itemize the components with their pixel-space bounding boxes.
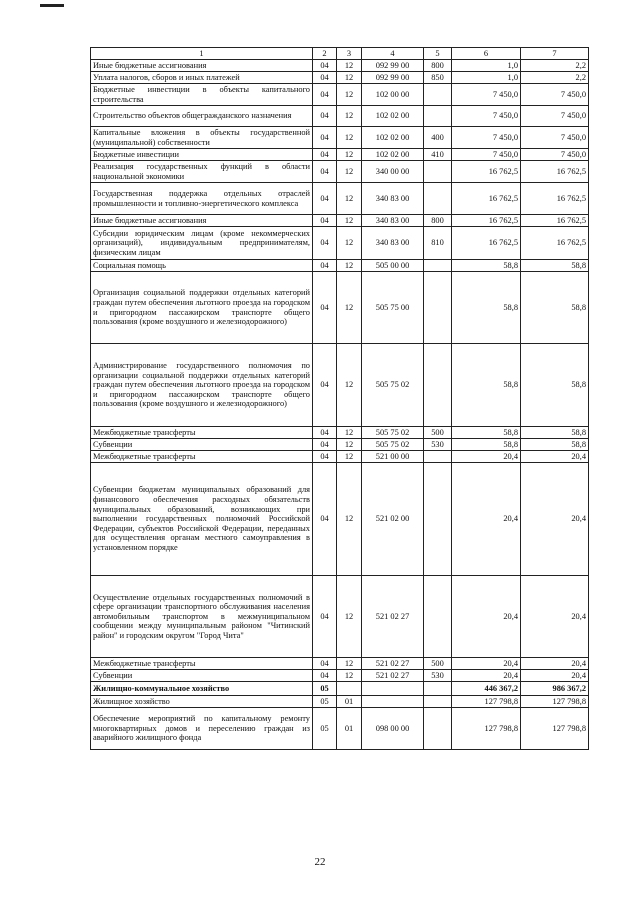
section-code: 04 xyxy=(313,576,337,658)
row-name: Жилищное хозяйство xyxy=(91,696,313,708)
table-row xyxy=(91,260,589,272)
expense-type-code xyxy=(424,451,452,463)
section-code: 05 xyxy=(313,682,337,696)
table-row xyxy=(91,658,589,670)
table-row xyxy=(91,344,589,427)
row-name: Иные бюджетные ассигнования xyxy=(91,60,313,72)
target-article-code: 340 83 00 xyxy=(362,215,424,227)
row-name: Администрирование государственного полномочия по организации социальной поддержки отдельных категорий граждан путем обеспечения льготного проезда на городском и пригородном пассажирском транспорте общего пользования (кроме воздушного и железнодорожного) xyxy=(91,344,313,427)
subsection-code: 12 xyxy=(337,227,362,260)
subsection-code: 12 xyxy=(337,215,362,227)
row-name: Капитальные вложения в объекты государственной (муниципальной) собственности xyxy=(91,127,313,149)
amount-col-6: 20,4 xyxy=(452,670,521,682)
header-row xyxy=(91,48,589,60)
subsection-code: 12 xyxy=(337,161,362,183)
target-article-code: 521 02 27 xyxy=(362,658,424,670)
section-code: 04 xyxy=(313,260,337,272)
amount-col-6: 58,8 xyxy=(452,272,521,344)
expense-type-code xyxy=(424,463,452,576)
table-row xyxy=(91,682,589,696)
subsection-code: 12 xyxy=(337,463,362,576)
amount-col-7: 127 798,8 xyxy=(521,708,589,750)
section-code: 04 xyxy=(313,127,337,149)
target-article-code xyxy=(362,682,424,696)
amount-col-7: 16 762,5 xyxy=(521,215,589,227)
section-code: 04 xyxy=(313,60,337,72)
column-header: 4 xyxy=(362,48,424,60)
row-name: Межбюджетные трансферты xyxy=(91,451,313,463)
amount-col-7: 2,2 xyxy=(521,60,589,72)
target-article-code: 340 83 00 xyxy=(362,227,424,260)
amount-col-7: 58,8 xyxy=(521,260,589,272)
amount-col-7: 20,4 xyxy=(521,658,589,670)
amount-col-6: 20,4 xyxy=(452,576,521,658)
table-row xyxy=(91,215,589,227)
target-article-code: 340 83 00 xyxy=(362,183,424,215)
target-article-code: 098 00 00 xyxy=(362,708,424,750)
target-article-code: 102 02 00 xyxy=(362,106,424,127)
amount-col-7: 16 762,5 xyxy=(521,227,589,260)
section-code: 04 xyxy=(313,658,337,670)
table-row xyxy=(91,427,589,439)
subsection-code: 12 xyxy=(337,451,362,463)
row-name: Социальная помощь xyxy=(91,260,313,272)
expense-type-code xyxy=(424,106,452,127)
expense-type-code: 810 xyxy=(424,227,452,260)
subsection-code: 12 xyxy=(337,344,362,427)
amount-col-7: 16 762,5 xyxy=(521,183,589,215)
subsection-code: 12 xyxy=(337,106,362,127)
row-name: Государственная поддержка отдельных отраслей промышленности и топливно-энергетического комплекса xyxy=(91,183,313,215)
subsection-code xyxy=(337,682,362,696)
amount-col-6: 20,4 xyxy=(452,658,521,670)
expense-type-code: 530 xyxy=(424,670,452,682)
table-row xyxy=(91,227,589,260)
amount-col-7: 16 762,5 xyxy=(521,161,589,183)
amount-col-6: 7 450,0 xyxy=(452,127,521,149)
amount-col-6: 16 762,5 xyxy=(452,227,521,260)
expense-type-code: 850 xyxy=(424,72,452,84)
amount-col-7: 20,4 xyxy=(521,576,589,658)
subsection-code: 12 xyxy=(337,84,362,106)
amount-col-6: 16 762,5 xyxy=(452,161,521,183)
target-article-code xyxy=(362,696,424,708)
expense-type-code: 800 xyxy=(424,215,452,227)
amount-col-7: 7 450,0 xyxy=(521,127,589,149)
expense-type-code xyxy=(424,344,452,427)
section-code: 05 xyxy=(313,708,337,750)
table-row xyxy=(91,60,589,72)
column-header: 6 xyxy=(452,48,521,60)
amount-col-7: 58,8 xyxy=(521,439,589,451)
row-name: Осуществление отдельных государственных полномочий в сфере организации транспортного обслуживания населения автомобильным транспортом в межмуниципальном сообщении между муниципальным районом "Читинский район" и городским округом "Город Чита" xyxy=(91,576,313,658)
table-row xyxy=(91,183,589,215)
target-article-code: 102 02 00 xyxy=(362,127,424,149)
scan-mark xyxy=(40,4,64,7)
row-name: Межбюджетные трансферты xyxy=(91,427,313,439)
page-number: 22 xyxy=(314,856,326,868)
column-header: 2 xyxy=(313,48,337,60)
table-row xyxy=(91,463,589,576)
table-row xyxy=(91,161,589,183)
table-row xyxy=(91,439,589,451)
table-row xyxy=(91,127,589,149)
table-row xyxy=(91,696,589,708)
expense-type-code xyxy=(424,272,452,344)
target-article-code: 505 75 02 xyxy=(362,344,424,427)
amount-col-7: 986 367,2 xyxy=(521,682,589,696)
target-article-code: 505 75 00 xyxy=(362,272,424,344)
section-code: 04 xyxy=(313,183,337,215)
section-code: 04 xyxy=(313,106,337,127)
target-article-code: 521 02 27 xyxy=(362,576,424,658)
section-code: 04 xyxy=(313,670,337,682)
amount-col-6: 16 762,5 xyxy=(452,215,521,227)
expense-type-code: 400 xyxy=(424,127,452,149)
subsection-code: 12 xyxy=(337,149,362,161)
budget-table xyxy=(90,47,589,750)
amount-col-7: 7 450,0 xyxy=(521,149,589,161)
subsection-code: 12 xyxy=(337,260,362,272)
expense-type-code: 500 xyxy=(424,658,452,670)
row-name: Бюджетные инвестиции в объекты капитального строительства xyxy=(91,84,313,106)
table-row xyxy=(91,576,589,658)
amount-col-7: 20,4 xyxy=(521,463,589,576)
table-row xyxy=(91,106,589,127)
amount-col-7: 20,4 xyxy=(521,670,589,682)
row-name: Субвенции xyxy=(91,670,313,682)
subsection-code: 12 xyxy=(337,670,362,682)
amount-col-7: 58,8 xyxy=(521,344,589,427)
table-row xyxy=(91,272,589,344)
expense-type-code xyxy=(424,161,452,183)
row-name: Уплата налогов, сборов и иных платежей xyxy=(91,72,313,84)
section-code: 04 xyxy=(313,215,337,227)
expense-type-code: 530 xyxy=(424,439,452,451)
target-article-code: 505 75 02 xyxy=(362,439,424,451)
amount-col-6: 127 798,8 xyxy=(452,696,521,708)
table-body xyxy=(91,60,589,750)
row-name: Субвенции бюджетам муниципальных образований для финансового обеспечения расходных обязательств муниципальных образований, возникающих при выполнении государственных полномочий Российской Федерации, субъектов Российской Федерации, переданных для осуществления органам местного самоуправления в установленном порядке xyxy=(91,463,313,576)
row-name: Реализация государственных функций в области национальной экономики xyxy=(91,161,313,183)
amount-col-6: 446 367,2 xyxy=(452,682,521,696)
subsection-code: 12 xyxy=(337,658,362,670)
table-row xyxy=(91,670,589,682)
amount-col-7: 20,4 xyxy=(521,451,589,463)
amount-col-6: 58,8 xyxy=(452,260,521,272)
amount-col-7: 58,8 xyxy=(521,272,589,344)
section-code: 04 xyxy=(313,451,337,463)
row-name: Организация социальной поддержки отдельных категорий граждан путем обеспечения льготного проезда на городском и пригородном пассажирском транспорте общего пользования (кроме воздушного и железнодорожного) xyxy=(91,272,313,344)
section-code: 04 xyxy=(313,463,337,576)
target-article-code: 521 02 27 xyxy=(362,670,424,682)
target-article-code: 092 99 00 xyxy=(362,72,424,84)
row-name: Иные бюджетные ассигнования xyxy=(91,215,313,227)
section-code: 04 xyxy=(313,72,337,84)
subsection-code: 12 xyxy=(337,427,362,439)
subsection-code: 12 xyxy=(337,439,362,451)
amount-col-6: 7 450,0 xyxy=(452,149,521,161)
target-article-code: 505 00 00 xyxy=(362,260,424,272)
target-article-code: 505 75 02 xyxy=(362,427,424,439)
section-code: 04 xyxy=(313,227,337,260)
amount-col-7: 127 798,8 xyxy=(521,696,589,708)
column-header: 3 xyxy=(337,48,362,60)
amount-col-6: 127 798,8 xyxy=(452,708,521,750)
table-row xyxy=(91,84,589,106)
amount-col-6: 58,8 xyxy=(452,427,521,439)
row-name: Строительство объектов общегражданского назначения xyxy=(91,106,313,127)
table-row xyxy=(91,149,589,161)
section-code: 04 xyxy=(313,272,337,344)
column-header: 1 xyxy=(91,48,313,60)
amount-col-6: 16 762,5 xyxy=(452,183,521,215)
target-article-code: 092 99 00 xyxy=(362,60,424,72)
row-name: Межбюджетные трансферты xyxy=(91,658,313,670)
section-code: 04 xyxy=(313,344,337,427)
target-article-code: 521 02 00 xyxy=(362,463,424,576)
expense-type-code: 500 xyxy=(424,427,452,439)
amount-col-6: 20,4 xyxy=(452,451,521,463)
subsection-code: 12 xyxy=(337,60,362,72)
column-header: 5 xyxy=(424,48,452,60)
amount-col-6: 1,0 xyxy=(452,60,521,72)
subsection-code: 12 xyxy=(337,72,362,84)
target-article-code: 102 02 00 xyxy=(362,149,424,161)
row-name: Субсидии юридическим лицам (кроме некоммерческих организаций), индивидуальным предпринимателям, физическим лицам xyxy=(91,227,313,260)
expense-type-code xyxy=(424,260,452,272)
section-code: 04 xyxy=(313,149,337,161)
subsection-code: 01 xyxy=(337,696,362,708)
row-name: Бюджетные инвестиции xyxy=(91,149,313,161)
section-code: 04 xyxy=(313,84,337,106)
target-article-code: 102 00 00 xyxy=(362,84,424,106)
row-name: Субвенции xyxy=(91,439,313,451)
expense-type-code xyxy=(424,84,452,106)
subsection-code: 12 xyxy=(337,272,362,344)
expense-type-code: 800 xyxy=(424,60,452,72)
section-code: 04 xyxy=(313,427,337,439)
subsection-code: 12 xyxy=(337,127,362,149)
subsection-code: 12 xyxy=(337,576,362,658)
expense-type-code xyxy=(424,696,452,708)
amount-col-6: 7 450,0 xyxy=(452,84,521,106)
row-name: Обеспечение мероприятий по капитальному ремонту многоквартирных домов и переселению граждан из аварийного жилищного фонда xyxy=(91,708,313,750)
amount-col-6: 1,0 xyxy=(452,72,521,84)
table-row xyxy=(91,72,589,84)
section-code: 05 xyxy=(313,696,337,708)
column-header: 7 xyxy=(521,48,589,60)
expense-type-code xyxy=(424,682,452,696)
row-name: Жилищно-коммунальное хозяйство xyxy=(91,682,313,696)
amount-col-7: 7 450,0 xyxy=(521,106,589,127)
table-row xyxy=(91,708,589,750)
expense-type-code xyxy=(424,576,452,658)
amount-col-6: 58,8 xyxy=(452,344,521,427)
expense-type-code xyxy=(424,183,452,215)
expense-type-code: 410 xyxy=(424,149,452,161)
section-code: 04 xyxy=(313,161,337,183)
subsection-code: 01 xyxy=(337,708,362,750)
subsection-code: 12 xyxy=(337,183,362,215)
section-code: 04 xyxy=(313,439,337,451)
amount-col-6: 58,8 xyxy=(452,439,521,451)
target-article-code: 340 00 00 xyxy=(362,161,424,183)
table-row xyxy=(91,451,589,463)
target-article-code: 521 00 00 xyxy=(362,451,424,463)
amount-col-6: 7 450,0 xyxy=(452,106,521,127)
amount-col-7: 7 450,0 xyxy=(521,84,589,106)
amount-col-7: 2,2 xyxy=(521,72,589,84)
expense-type-code xyxy=(424,708,452,750)
amount-col-7: 58,8 xyxy=(521,427,589,439)
amount-col-6: 20,4 xyxy=(452,463,521,576)
